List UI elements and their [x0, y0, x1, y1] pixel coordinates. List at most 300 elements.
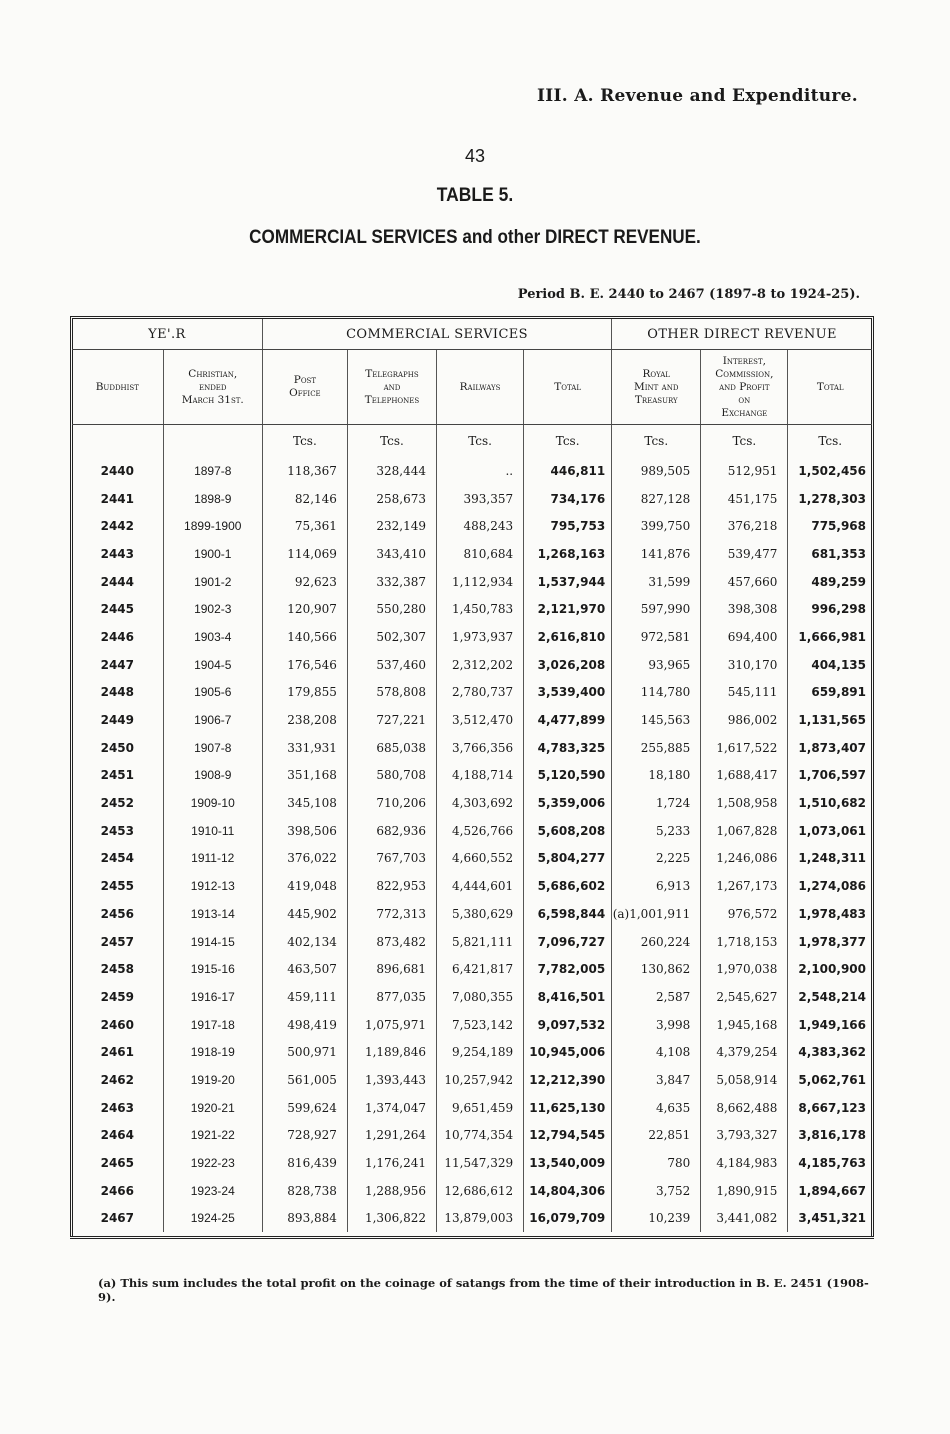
commercial-total-cell: 14,804,306 [524, 1177, 612, 1205]
table-bottom-rule [70, 1236, 874, 1242]
post-office-cell: 376,022 [262, 845, 347, 873]
railways-cell: 7,523,142 [437, 1011, 524, 1039]
christian-year-cell: 1916-17 [163, 983, 262, 1011]
other-total-cell: 1,278,303 [788, 485, 872, 513]
interest-cell: 457,660 [701, 568, 788, 596]
mint-treasury-cell: 989,505 [612, 457, 701, 485]
table-row [72, 540, 872, 568]
railways-cell: 1,112,934 [437, 568, 524, 596]
other-total-cell: 489,259 [788, 568, 872, 596]
table-row [72, 1205, 872, 1233]
mint-treasury-cell: 1,724 [612, 789, 701, 817]
other-total-cell: 775,968 [788, 512, 872, 540]
telegraphs-cell: 710,206 [347, 789, 436, 817]
christian-year-cell: 1918-19 [163, 1038, 262, 1066]
commercial-total-cell: 7,782,005 [524, 955, 612, 983]
other-total-cell: 1,274,086 [788, 872, 872, 900]
christian-year-cell: 1903-4 [163, 623, 262, 651]
telegraphs-cell: 1,176,241 [347, 1149, 436, 1177]
christian-header: Christian, ended March 31st. [163, 350, 262, 425]
buddhist-year-cell: 2464 [100, 1128, 135, 1143]
other-total-cell: 3,816,178 [788, 1122, 872, 1150]
buddhist-year-cell: 2449 [100, 713, 135, 728]
interest-cell: 545,111 [701, 679, 788, 707]
other-total-cell: 681,353 [788, 540, 872, 568]
mint-treasury-cell: 827,128 [612, 485, 701, 513]
commercial-total-cell: 1,537,944 [524, 568, 612, 596]
post-office-cell: 75,361 [262, 512, 347, 540]
christian-year-cell: 1910-11 [163, 817, 262, 845]
christian-year-cell: 1911-12 [163, 845, 262, 873]
telegraphs-cell: 682,936 [347, 817, 436, 845]
telegraphs-cell: 328,444 [347, 457, 436, 485]
interest-cell: 4,379,254 [701, 1038, 788, 1066]
telegraphs-cell: 550,280 [347, 595, 436, 623]
post-office-cell: 82,146 [262, 485, 347, 513]
interest-header: Interest, Commission, and Profit on Exchange [701, 350, 788, 425]
railways-cell: 2,312,202 [437, 651, 524, 679]
christian-year-cell: 1914-15 [163, 928, 262, 956]
table-row [72, 762, 872, 790]
post-office-cell: 238,208 [262, 706, 347, 734]
post-office-header: Post Office [262, 350, 347, 425]
buddhist-year-cell: 2456 [100, 906, 135, 921]
telegraphs-cell: 896,681 [347, 955, 436, 983]
post-office-cell: 599,624 [262, 1094, 347, 1122]
footnote: (a) This sum includes the total profit on the coinage of satangs from the time of their introduction in B. E. 2451 (1908-9). [98, 1276, 869, 1304]
mint-treasury-cell: 31,599 [612, 568, 701, 596]
table-row [72, 1011, 872, 1039]
railways-cell: 10,774,354 [437, 1122, 524, 1150]
railways-cell: 6,421,817 [437, 955, 524, 983]
interest-cell: 1,718,153 [701, 928, 788, 956]
other-total-cell: 1,978,483 [788, 900, 872, 928]
mint-treasury-cell: 3,998 [612, 1011, 701, 1039]
christian-year-cell: 1924-25 [163, 1205, 262, 1233]
buddhist-year-cell: 2463 [100, 1100, 135, 1115]
railways-cell: 4,303,692 [437, 789, 524, 817]
railways-cell: 12,686,612 [437, 1177, 524, 1205]
other-total-cell: 2,548,214 [788, 983, 872, 1011]
other-total-cell: 404,135 [788, 651, 872, 679]
christian-year-cell: 1906-7 [163, 706, 262, 734]
other-total-cell: 1,894,667 [788, 1177, 872, 1205]
table-row [72, 485, 872, 513]
table-row [72, 734, 872, 762]
buddhist-header: Buddhist [72, 350, 163, 425]
telegraphs-cell: 767,703 [347, 845, 436, 873]
table-row [72, 928, 872, 956]
commercial-total-cell: 3,539,400 [524, 679, 612, 707]
railways-cell: 7,080,355 [437, 983, 524, 1011]
interest-cell: 310,170 [701, 651, 788, 679]
railways-cell: 1,450,783 [437, 595, 524, 623]
railways-cell: 1,973,937 [437, 623, 524, 651]
buddhist-year-cell: 2447 [100, 657, 135, 672]
christian-year-cell: 1897-8 [163, 457, 262, 485]
mint-header: Royal Mint and Treasury [612, 350, 701, 425]
buddhist-year-cell: 2459 [100, 989, 135, 1004]
units-row [72, 425, 872, 458]
telegraphs-cell: 727,221 [347, 706, 436, 734]
mint-treasury-cell: 255,885 [612, 734, 701, 762]
buddhist-year-cell: 2450 [100, 740, 135, 755]
mint-treasury-cell: 18,180 [612, 762, 701, 790]
telegraphs-cell: 1,189,846 [347, 1038, 436, 1066]
commercial-total-cell: 2,121,970 [524, 595, 612, 623]
commercial-total-cell: 5,804,277 [524, 845, 612, 873]
mint-treasury-cell: 145,563 [612, 706, 701, 734]
mint-treasury-cell: 4,635 [612, 1094, 701, 1122]
telegraphs-cell: 1,306,822 [347, 1205, 436, 1233]
post-office-cell: 893,884 [262, 1205, 347, 1233]
table-row [72, 900, 872, 928]
commercial-total-cell: 795,753 [524, 512, 612, 540]
mint-treasury-cell: 10,239 [612, 1205, 701, 1233]
page-number: 43 [464, 146, 486, 166]
railways-cell: 9,254,189 [437, 1038, 524, 1066]
post-office-cell: 120,907 [262, 595, 347, 623]
telegraphs-cell: 1,393,443 [347, 1066, 436, 1094]
telegraphs-cell: 232,149 [347, 512, 436, 540]
mint-treasury-cell: 22,851 [612, 1122, 701, 1150]
post-office-cell: 345,108 [262, 789, 347, 817]
post-office-cell: 828,738 [262, 1177, 347, 1205]
buddhist-year-cell: 2455 [100, 879, 135, 894]
commercial-total-cell: 12,794,545 [524, 1122, 612, 1150]
mint-treasury-cell: 780 [612, 1149, 701, 1177]
revenue-table [72, 319, 872, 1232]
mint-treasury-cell: 130,862 [612, 955, 701, 983]
unit-label: Tcs. [788, 425, 872, 458]
header-group-row [72, 319, 872, 350]
telegraphs-cell: 1,374,047 [347, 1094, 436, 1122]
unit-label: Tcs. [701, 425, 788, 458]
telegraphs-cell: 578,808 [347, 679, 436, 707]
railways-cell: 3,766,356 [437, 734, 524, 762]
telegraphs-cell: 502,307 [347, 623, 436, 651]
railways-cell: 810,684 [437, 540, 524, 568]
commercial-total-cell: 5,120,590 [524, 762, 612, 790]
post-office-cell: 114,069 [262, 540, 347, 568]
christian-year-cell: 1905-6 [163, 679, 262, 707]
commercial-total-cell: 1,268,163 [524, 540, 612, 568]
buddhist-year-cell: 2453 [100, 823, 135, 838]
other-total-header: Total [788, 350, 872, 425]
post-office-cell: 331,931 [262, 734, 347, 762]
post-office-cell: 118,367 [262, 457, 347, 485]
commercial-total-cell: 10,945,006 [524, 1038, 612, 1066]
buddhist-year-cell: 2444 [100, 574, 135, 589]
buddhist-year-cell: 2460 [100, 1017, 135, 1032]
mint-treasury-cell: 4,108 [612, 1038, 701, 1066]
christian-year-cell: 1917-18 [163, 1011, 262, 1039]
mint-treasury-cell: 597,990 [612, 595, 701, 623]
post-office-cell: 498,419 [262, 1011, 347, 1039]
interest-cell: 8,662,488 [701, 1094, 788, 1122]
commercial-total-cell: 13,540,009 [524, 1149, 612, 1177]
unit-label: Tcs. [347, 425, 436, 458]
telegraphs-header: Telegraphs and Telephones [347, 350, 436, 425]
other-total-cell: 8,667,123 [788, 1094, 872, 1122]
table-row [72, 457, 872, 485]
interest-cell: 398,308 [701, 595, 788, 623]
post-office-cell: 402,134 [262, 928, 347, 956]
commercial-total-cell: 9,097,532 [524, 1011, 612, 1039]
telegraphs-cell: 685,038 [347, 734, 436, 762]
commercial-total-cell: 5,686,602 [524, 872, 612, 900]
mint-treasury-cell: 93,965 [612, 651, 701, 679]
table-row [72, 789, 872, 817]
railways-cell: 5,380,629 [437, 900, 524, 928]
buddhist-year-cell: 2458 [100, 962, 135, 977]
interest-cell: 976,572 [701, 900, 788, 928]
buddhist-year-cell: 2441 [100, 491, 135, 506]
christian-year-cell: 1915-16 [163, 955, 262, 983]
christian-year-cell: 1898-9 [163, 485, 262, 513]
buddhist-year-cell: 2448 [100, 685, 135, 700]
year-group-header: YE'.R [72, 319, 262, 350]
interest-cell: 2,545,627 [701, 983, 788, 1011]
other-total-cell: 659,891 [788, 679, 872, 707]
unit-label: Tcs. [262, 425, 347, 458]
commercial-total-cell: 12,212,390 [524, 1066, 612, 1094]
telegraphs-cell: 1,291,264 [347, 1122, 436, 1150]
other-total-cell: 1,502,456 [788, 457, 872, 485]
mint-treasury-cell: 260,224 [612, 928, 701, 956]
telegraphs-cell: 343,410 [347, 540, 436, 568]
commercial-total-cell: 7,096,727 [524, 928, 612, 956]
commercial-total-cell: 6,598,844 [524, 900, 612, 928]
mint-treasury-cell: 6,913 [612, 872, 701, 900]
telegraphs-cell: 580,708 [347, 762, 436, 790]
table-row [72, 955, 872, 983]
table-row [72, 1149, 872, 1177]
buddhist-year-cell: 2446 [100, 629, 135, 644]
other-total-cell: 4,383,362 [788, 1038, 872, 1066]
other-total-cell: 1,949,166 [788, 1011, 872, 1039]
christian-year-cell: 1908-9 [163, 762, 262, 790]
christian-year-cell: 1922-23 [163, 1149, 262, 1177]
mint-treasury-cell: (a)1,001,911 [612, 900, 701, 928]
buddhist-year-cell: 2457 [100, 934, 135, 949]
interest-cell: 1,688,417 [701, 762, 788, 790]
christian-year-cell: 1912-13 [163, 872, 262, 900]
table-row [72, 1066, 872, 1094]
buddhist-year-cell: 2465 [100, 1156, 135, 1171]
table-row [72, 1177, 872, 1205]
section-heading: III. A. Revenue and Expenditure. [537, 86, 858, 106]
post-office-cell: 351,168 [262, 762, 347, 790]
railways-cell: 13,879,003 [437, 1205, 524, 1233]
telegraphs-cell: 332,387 [347, 568, 436, 596]
post-office-cell: 179,855 [262, 679, 347, 707]
christian-year-cell: 1909-10 [163, 789, 262, 817]
interest-cell: 1,890,915 [701, 1177, 788, 1205]
buddhist-year-cell: 2442 [100, 519, 135, 534]
other-total-cell: 1,706,597 [788, 762, 872, 790]
interest-cell: 1,067,828 [701, 817, 788, 845]
commercial-total-cell: 446,811 [524, 457, 612, 485]
other-total-cell: 996,298 [788, 595, 872, 623]
table-row [72, 706, 872, 734]
railways-cell: 3,512,470 [437, 706, 524, 734]
christian-year-cell: 1904-5 [163, 651, 262, 679]
table-row [72, 1038, 872, 1066]
buddhist-year-cell: 2462 [100, 1072, 135, 1087]
buddhist-year-cell: 2445 [100, 602, 135, 617]
christian-year-cell: 1919-20 [163, 1066, 262, 1094]
interest-cell: 1,617,522 [701, 734, 788, 762]
post-office-cell: 459,111 [262, 983, 347, 1011]
post-office-cell: 419,048 [262, 872, 347, 900]
table-row [72, 845, 872, 873]
commercial-total-cell: 11,625,130 [524, 1094, 612, 1122]
commercial-total-cell: 4,477,899 [524, 706, 612, 734]
interest-cell: 3,793,327 [701, 1122, 788, 1150]
interest-cell: 539,477 [701, 540, 788, 568]
railways-cell: 2,780,737 [437, 679, 524, 707]
christian-year-cell: 1907-8 [163, 734, 262, 762]
interest-cell: 4,184,983 [701, 1149, 788, 1177]
railways-cell: .. [437, 457, 524, 485]
post-office-cell: 445,902 [262, 900, 347, 928]
commercial-total-cell: 8,416,501 [524, 983, 612, 1011]
other-total-cell: 1,248,311 [788, 845, 872, 873]
table-row [72, 817, 872, 845]
railways-cell: 9,651,459 [437, 1094, 524, 1122]
other-total-cell: 1,666,981 [788, 623, 872, 651]
interest-cell: 694,400 [701, 623, 788, 651]
table-row [72, 1122, 872, 1150]
interest-cell: 1,970,038 [701, 955, 788, 983]
other-total-cell: 1,510,682 [788, 789, 872, 817]
table-row [72, 1094, 872, 1122]
other-total-cell: 5,062,761 [788, 1066, 872, 1094]
mint-treasury-cell: 972,581 [612, 623, 701, 651]
other-group-header: OTHER DIRECT REVENUE [612, 319, 872, 350]
interest-cell: 1,267,173 [701, 872, 788, 900]
post-office-cell: 816,439 [262, 1149, 347, 1177]
table-row [72, 983, 872, 1011]
commercial-total-header: Total [524, 350, 612, 425]
railways-cell: 4,444,601 [437, 872, 524, 900]
other-total-cell: 2,100,900 [788, 955, 872, 983]
telegraphs-cell: 1,075,971 [347, 1011, 436, 1039]
other-total-cell: 1,073,061 [788, 817, 872, 845]
table-row [72, 595, 872, 623]
mint-treasury-cell: 3,847 [612, 1066, 701, 1094]
table-title: TABLE 5. [436, 185, 514, 206]
railways-cell: 5,821,111 [437, 928, 524, 956]
interest-cell: 1,945,168 [701, 1011, 788, 1039]
buddhist-year-cell: 2440 [100, 463, 135, 478]
other-total-cell: 1,131,565 [788, 706, 872, 734]
interest-cell: 376,218 [701, 512, 788, 540]
buddhist-year-cell: 2452 [100, 796, 135, 811]
interest-cell: 512,951 [701, 457, 788, 485]
post-office-cell: 176,546 [262, 651, 347, 679]
table-row [72, 679, 872, 707]
christian-year-cell: 1901-2 [163, 568, 262, 596]
railways-cell: 4,660,552 [437, 845, 524, 873]
other-total-cell: 1,978,377 [788, 928, 872, 956]
christian-year-cell: 1900-1 [163, 540, 262, 568]
interest-cell: 451,175 [701, 485, 788, 513]
post-office-cell: 561,005 [262, 1066, 347, 1094]
table-row [72, 623, 872, 651]
table-row [72, 512, 872, 540]
railways-cell: 4,526,766 [437, 817, 524, 845]
commercial-group-header: COMMERCIAL SERVICES [262, 319, 611, 350]
christian-year-cell: 1920-21 [163, 1094, 262, 1122]
railways-cell: 4,188,714 [437, 762, 524, 790]
post-office-cell: 463,507 [262, 955, 347, 983]
post-office-cell: 500,971 [262, 1038, 347, 1066]
other-total-cell: 1,873,407 [788, 734, 872, 762]
buddhist-year-cell: 2467 [100, 1211, 135, 1226]
period-line: Period B. E. 2440 to 2467 (1897-8 to 1924-25). [517, 287, 860, 302]
mint-treasury-cell: 3,752 [612, 1177, 701, 1205]
telegraphs-cell: 772,313 [347, 900, 436, 928]
table-row [72, 651, 872, 679]
post-office-cell: 728,927 [262, 1122, 347, 1150]
other-total-cell: 4,185,763 [788, 1149, 872, 1177]
interest-cell: 1,246,086 [701, 845, 788, 873]
buddhist-year-cell: 2451 [100, 768, 135, 783]
christian-year-cell: 1902-3 [163, 595, 262, 623]
commercial-total-cell: 5,359,006 [524, 789, 612, 817]
telegraphs-cell: 1,288,956 [347, 1177, 436, 1205]
interest-cell: 3,441,082 [701, 1205, 788, 1233]
commercial-total-cell: 5,608,208 [524, 817, 612, 845]
commercial-total-cell: 734,176 [524, 485, 612, 513]
railways-cell: 488,243 [437, 512, 524, 540]
other-total-cell: 3,451,321 [788, 1205, 872, 1233]
unit-label: Tcs. [612, 425, 701, 458]
buddhist-year-cell: 2443 [100, 546, 135, 561]
telegraphs-cell: 877,035 [347, 983, 436, 1011]
unit-label: Tcs. [524, 425, 612, 458]
railways-cell: 10,257,942 [437, 1066, 524, 1094]
railways-cell: 393,357 [437, 485, 524, 513]
mint-treasury-cell: 141,876 [612, 540, 701, 568]
buddhist-year-cell: 2454 [100, 851, 135, 866]
telegraphs-cell: 822,953 [347, 872, 436, 900]
christian-year-cell: 1899-1900 [163, 512, 262, 540]
christian-year-cell: 1921-22 [163, 1122, 262, 1150]
unit-label: Tcs. [437, 425, 524, 458]
interest-cell: 1,508,958 [701, 789, 788, 817]
mint-treasury-cell: 5,233 [612, 817, 701, 845]
mint-treasury-cell: 2,587 [612, 983, 701, 1011]
header-column-row [72, 350, 872, 425]
mint-treasury-cell: 2,225 [612, 845, 701, 873]
christian-year-cell: 1923-24 [163, 1177, 262, 1205]
christian-year-cell: 1913-14 [163, 900, 262, 928]
commercial-total-cell: 2,616,810 [524, 623, 612, 651]
table-subtitle: COMMERCIAL SERVICES and other DIRECT REVENUE. [249, 227, 701, 248]
telegraphs-cell: 258,673 [347, 485, 436, 513]
interest-cell: 986,002 [701, 706, 788, 734]
post-office-cell: 92,623 [262, 568, 347, 596]
mint-treasury-cell: 114,780 [612, 679, 701, 707]
buddhist-year-cell: 2466 [100, 1183, 135, 1198]
interest-cell: 5,058,914 [701, 1066, 788, 1094]
post-office-cell: 140,566 [262, 623, 347, 651]
telegraphs-cell: 537,460 [347, 651, 436, 679]
commercial-total-cell: 4,783,325 [524, 734, 612, 762]
